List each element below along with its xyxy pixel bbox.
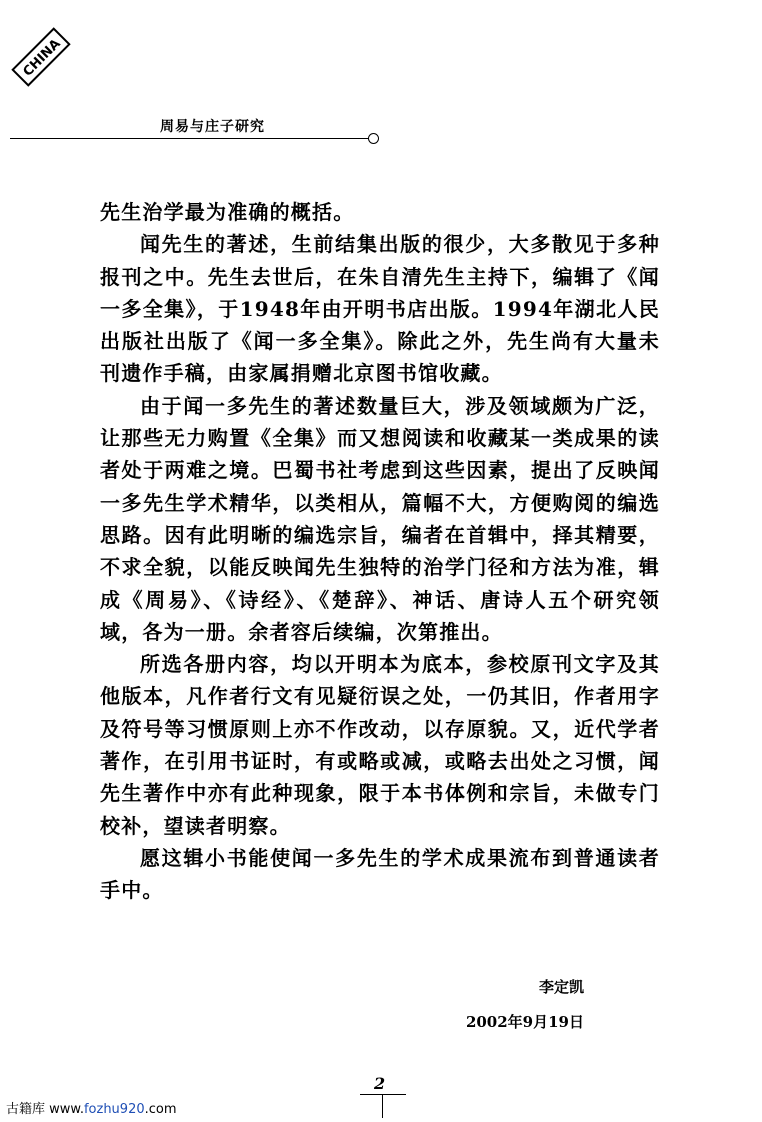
header-rule [10,138,370,139]
paragraph-2: 闻先生的著述，生前结集出版的很少，大多散见于多种报刊之中。先生去世后，在朱自清先生主持下，编辑了《闻一多全集》，于1948年由开明书店出版。1994年湖北人民出版社出版了《闻一多全集》。除此之外，先生尚有大量未刊遗作手稿，由家属捐赠北京图书馆收藏。 [100,232,660,386]
watermark-accent: fozhu920 [83,1102,145,1117]
paragraph-3: 由于闻一多先生的著述数量巨大，涉及领域颇为广泛，让那些无力购置《全集》而又想阅读和收藏某一类成果的读者处于两难之境。巴蜀书社考虑到这些因素，提出了反映闻一多先生学术精华，以类相从，篇幅不大，方便购阅的编选思路。因有此明晰的编选宗旨，编者在首辑中，择其精要，不求全貌，以能反映闻先生独特的治学门径和方法为准，辑成《周易》、《诗经》、《楚辞》、神话、唐诗人五个研究领域，各为一册。余者容后续编，次第推出。 [100,393,660,644]
svg-text:CHINA: CHINA [20,36,64,80]
footer-rule [360,1094,406,1095]
body-text [100,196,660,907]
paragraph-1: 先生治学最为准确的概括。 [100,200,355,224]
watermark-suffix: .com [144,1102,177,1117]
watermark-prefix: 古籍库 www. [6,1102,84,1117]
header-ring-ornament [368,133,379,144]
page-number: 2 [374,1074,386,1093]
paragraph-5: 愿这辑小书能使闻一多先生的学术成果流布到普通读者手中。 [100,845,660,903]
author-signature: 李定凯 [538,978,584,996]
footer-tick [382,1094,383,1118]
paragraph-4: 所选各册内容，均以开明本为底本，参校原刊文字及其他版本，凡作者行文有见疑衍误之处，一仍其旧，作者用字及符号等习惯原则上亦不作改动，以存原貌。又，近代学者著作，在引用书证时，有或略或减，或略去出处之习惯，闻先生著作中亦有此种现象，限于本书体例和宗旨，未做专门校补，望读者明察。 [100,652,660,838]
running-header-title: 周易与庄子研究 [160,119,265,135]
china-logo [6,22,76,92]
site-watermark [6,1098,177,1117]
signature-date: 2002年9月19日 [465,1013,584,1031]
